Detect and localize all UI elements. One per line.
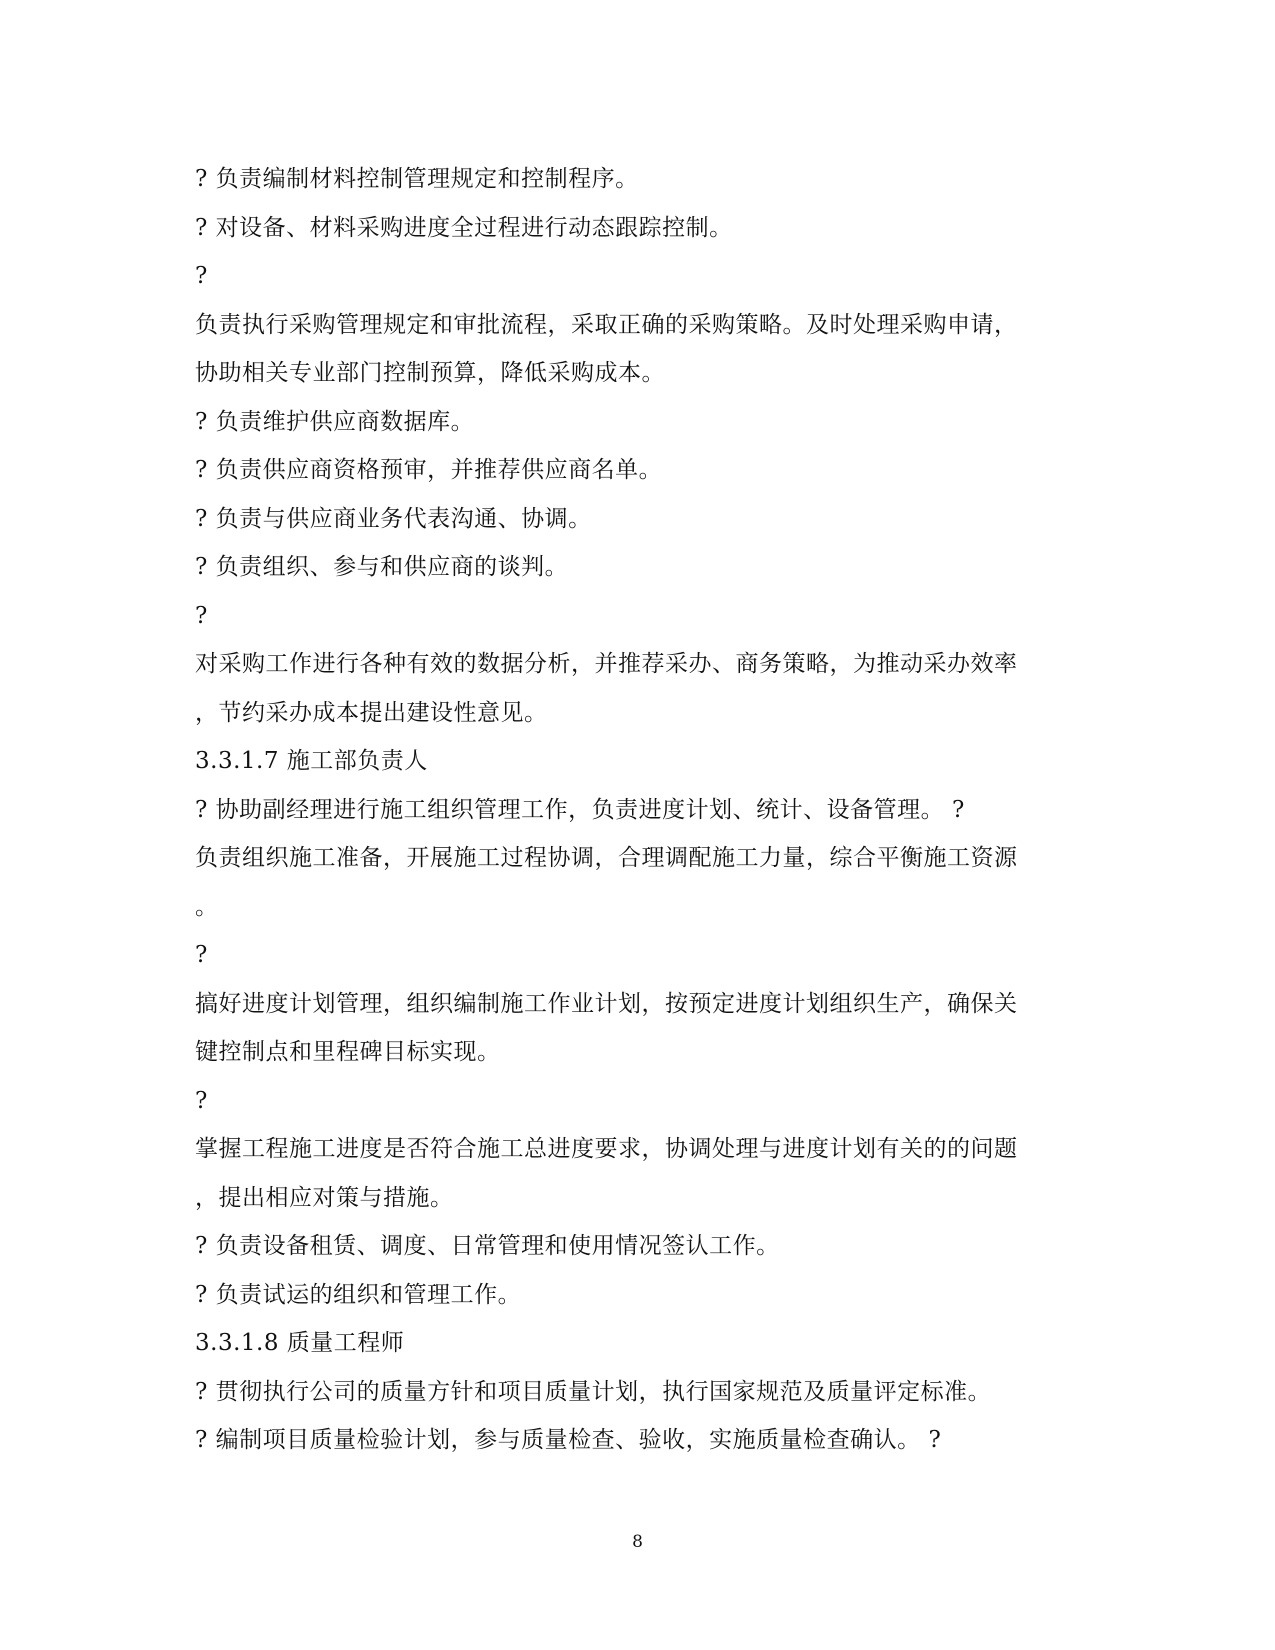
text-line: ? 负责设备租赁、调度、日常管理和使用情况签认工作。 (195, 1233, 780, 1259)
text-line: ，提出相应对策与措施。 (195, 1184, 454, 1211)
text-line: 协助相关专业部门控制预算，降低采购成本。 (195, 360, 665, 386)
text-line: 键控制点和里程碑目标实现。 (195, 1039, 501, 1065)
text-line: 负责执行采购管理规定和审批流程，采取正确的采购策略。及时处理采购申请， (195, 311, 1018, 338)
text-line: ? 贯彻执行公司的质量方针和项目质量计划，执行国家规范及质量评定标准。 (195, 1378, 992, 1405)
text-line: ? (195, 263, 208, 289)
section-heading: 3.3.1.7 施工部负责人 (195, 748, 428, 774)
text-line: ? 编制项目质量检验计划，参与质量检查、验收，实施质量检查确认。 ? (195, 1427, 942, 1453)
text-line: ? 协助副经理进行施工组织管理工作，负责进度计划、统计、设备管理。 ? (195, 796, 965, 823)
text-line: ? 负责维护供应商数据库。 (195, 408, 475, 435)
text-line: ，节约采办成本提出建设性意见。 (195, 699, 548, 726)
text-line: ? 负责组织、参与和供应商的谈判。 (195, 554, 569, 580)
text-line: 。 (195, 893, 219, 920)
text-line: ? 负责试运的组织和管理工作。 (195, 1281, 522, 1308)
text-line: ? 负责与供应商业务代表沟通、协调。 (195, 505, 592, 532)
body-text (195, 155, 1085, 1465)
text-line: 掌握工程施工进度是否符合施工总进度要求，协调处理与进度计划有关的的问题 (195, 1136, 1018, 1162)
text-line: ? (195, 942, 208, 968)
text-line: 对采购工作进行各种有效的数据分析，并推荐采办、商务策略，为推动采办效率 (195, 651, 1018, 677)
section-heading: 3.3.1.8 质量工程师 (195, 1330, 405, 1356)
page-number: 8 (632, 1532, 643, 1552)
text-line: ? (195, 1087, 208, 1114)
text-line: ? 对设备、材料采购进度全过程进行动态跟踪控制。 (195, 214, 733, 241)
text-line: ? (195, 602, 208, 629)
text-line: ? 负责供应商资格预审，并推荐供应商名单。 (195, 457, 663, 483)
text-line: ? 负责编制材料控制管理规定和控制程序。 (195, 166, 639, 192)
text-line: 负责组织施工准备，开展施工过程协调，合理调配施工力量，综合平衡施工资源 (195, 845, 1018, 871)
text-line: 搞好进度计划管理，组织编制施工作业计划，按预定进度计划组织生产，确保关 (195, 990, 1018, 1017)
